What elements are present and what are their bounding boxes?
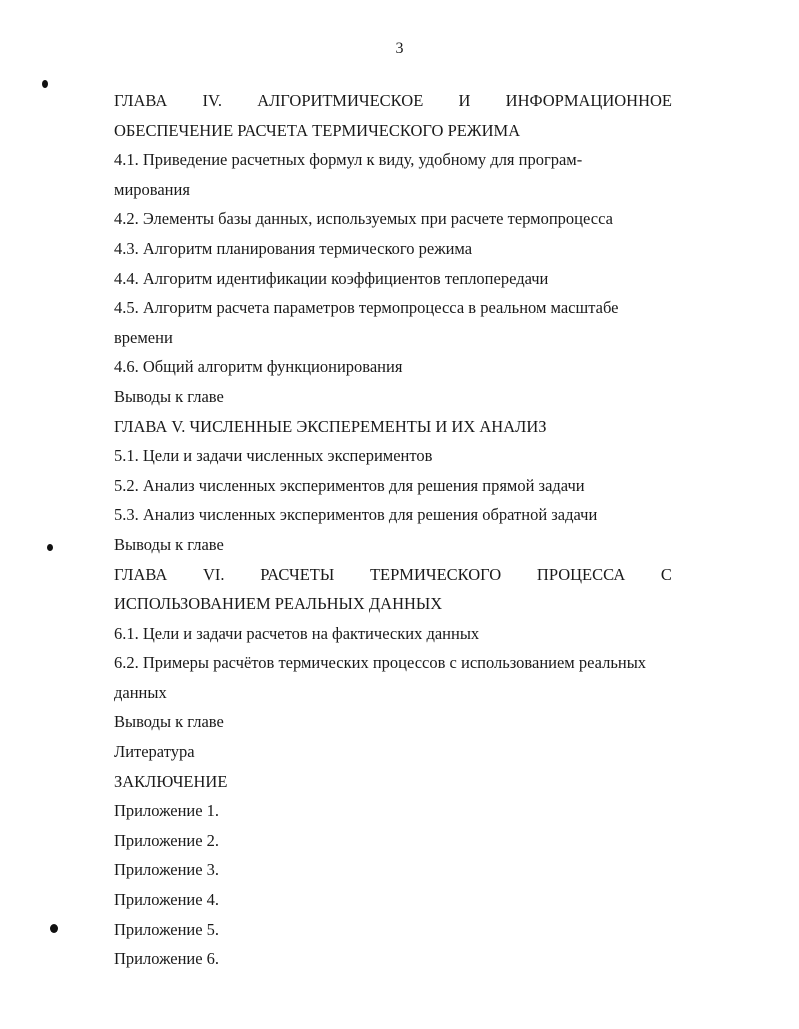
chapter-6-heading [114, 560, 672, 590]
heading-word: ТЕРМИЧЕСКОГО [369, 564, 502, 584]
scan-speck [50, 924, 58, 933]
toc-entry-6-2: 6.2. Примеры расчётов термических процессов с использованием реальных [114, 653, 647, 673]
toc-entry-5-3: 5.3. Анализ численных экспериментов для решения обратной задачи [114, 505, 598, 525]
scan-speck [42, 80, 48, 88]
scan-speck [47, 544, 53, 551]
toc-entry-appendix-6: Приложение 6. [114, 949, 220, 969]
toc-entry-4-3: 4.3. Алгоритм планирования термического режима [114, 238, 473, 258]
toc-entry-6-1: 6.1. Цели и задачи расчетов на фактических данных [114, 623, 480, 643]
heading-word: РАСЧЕТЫ [260, 564, 335, 584]
toc-entry-4-5-continued: времени [114, 327, 173, 347]
toc-entry-6-2-continued: данных [114, 682, 167, 702]
toc-entry-appendix-2: Приложение 2. [114, 830, 220, 850]
chapter-4-heading [114, 86, 672, 116]
toc-entry-literature: Литература [114, 742, 195, 762]
heading-word: ПРОЦЕССА [536, 564, 626, 584]
toc-entry-4-1-continued: мирования [114, 179, 190, 199]
heading-word: ГЛАВА [114, 564, 168, 584]
heading-word: ГЛАВА [114, 91, 168, 110]
toc-entry-4-6: 4.6. Общий алгоритм функционирования [114, 357, 403, 377]
heading-word: IV. [202, 91, 222, 110]
table-of-contents [114, 86, 672, 974]
page-number: 3 [395, 40, 404, 57]
toc-entry-conclusion: ЗАКЛЮЧЕНИЕ [114, 771, 228, 791]
chapter-5-heading: ГЛАВА V. ЧИСЛЕННЫЕ ЭКСПЕРЕМЕНТЫ И ИХ АНАЛИЗ [114, 416, 547, 436]
toc-entry-appendix-3: Приложение 3. [114, 860, 220, 880]
heading-word: И [458, 91, 471, 110]
toc-entry-4-4: 4.4. Алгоритм идентификации коэффициентов теплопередачи [114, 268, 549, 288]
heading-word: VI. [202, 564, 225, 584]
chapter-4-heading-continued: ОБЕСПЕЧЕНИЕ РАСЧЕТА ТЕРМИЧЕСКОГО РЕЖИМА [114, 120, 521, 140]
toc-entry-appendix-4: Приложение 4. [114, 890, 220, 910]
chapter-6-heading-continued: ИСПОЛЬЗОВАНИЕМ РЕАЛЬНЫХ ДАННЫХ [114, 594, 443, 614]
toc-entry-4-5: 4.5. Алгоритм расчета параметров термопроцесса в реальном масштабе [114, 298, 619, 318]
heading-word: С [660, 564, 672, 584]
toc-entry-4-2: 4.2. Элементы базы данных, используемых при расчете термопроцесса [114, 209, 613, 229]
toc-entry-conclusions-5: Выводы к главе [114, 534, 224, 554]
toc-entry-4-1: 4.1. Приведение расчетных формул к виду, удобному для програм- [114, 150, 583, 170]
toc-entry-5-1: 5.1. Цели и задачи численных экспериментов [114, 446, 433, 466]
heading-word: ИНФОРМАЦИОННОЕ [505, 91, 672, 110]
toc-entry-conclusions-4: Выводы к главе [114, 386, 224, 406]
toc-entry-conclusions-6: Выводы к главе [114, 712, 224, 732]
toc-entry-appendix-1: Приложение 1. [114, 801, 220, 821]
heading-word: АЛГОРИТМИЧЕСКОЕ [257, 91, 424, 110]
toc-entry-5-2: 5.2. Анализ численных экспериментов для решения прямой задачи [114, 475, 585, 495]
toc-entry-appendix-5: Приложение 5. [114, 919, 220, 939]
